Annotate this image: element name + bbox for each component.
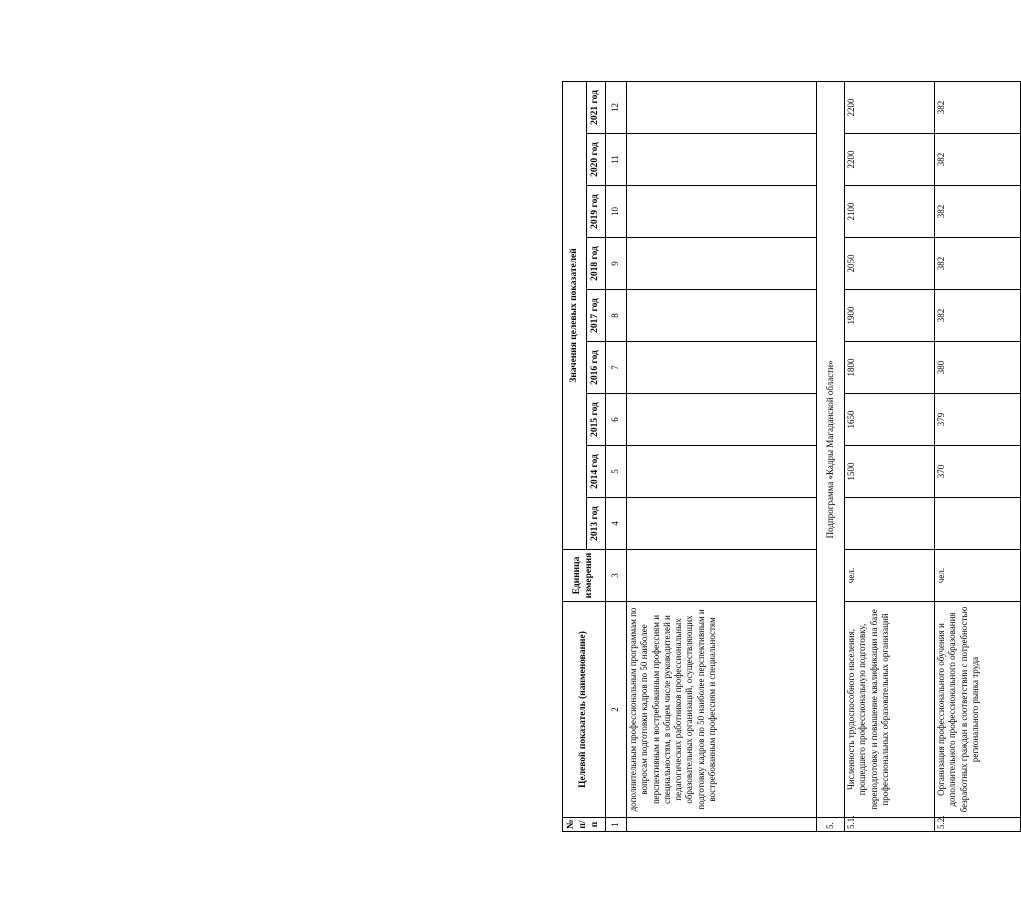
column-number: 5 [606,446,627,498]
value-cell [627,290,817,342]
value-cell [627,81,817,133]
section-number: 5. [817,818,845,832]
row-number: 5.2. [935,818,1021,832]
year-header: 2014 год [587,446,606,498]
year-header: 2013 год [587,498,606,550]
values-group-header: Значения целевых показателей [563,81,587,549]
col-number-header: № п/п [563,818,606,832]
value-cell: 1500 [845,446,935,498]
value-cell [845,498,935,550]
value-cell [627,342,817,394]
column-number: 11 [606,134,627,186]
rotated-content [562,82,1010,832]
column-number: 9 [606,238,627,290]
row-number: 5.1. [845,818,935,832]
value-cell: 2050 [845,238,935,290]
column-number: 10 [606,186,627,238]
value-cell: 2200 [845,134,935,186]
value-cell: 1800 [845,342,935,394]
column-number: 7 [606,342,627,394]
header-row-1 [563,81,587,831]
unit-cell [627,550,817,602]
value-cell: 382 [935,134,1021,186]
value-cell: 1650 [845,394,935,446]
value-cell [627,134,817,186]
column-number: 4 [606,498,627,550]
value-cell: 370 [935,446,1021,498]
value-cell: 380 [935,342,1021,394]
value-cell: 2100 [845,186,935,238]
column-number: 8 [606,290,627,342]
indicator-name: Численность трудоспособного населения, прошедшего профессиональную подготовку, переподготовку и повышение квалификации на базе профессиональных образовательных организаций [845,602,935,818]
value-cell: 1900 [845,290,935,342]
year-header: 2019 год [587,186,606,238]
section-row [817,81,845,831]
table-row [627,81,817,831]
column-number: 12 [606,81,627,133]
year-header: 2018 год [587,238,606,290]
value-cell [627,446,817,498]
value-cell: 382 [935,290,1021,342]
section-title: Подпрограмма «Кадры Магаданской области» [817,81,845,817]
year-header: 2021 год [587,81,606,133]
unit-cell: чел. [935,550,1021,602]
column-number: 2 [606,602,627,818]
indicator-name: Организация профессионального обучения и дополнительного профессионального образования безработных граждан в соответствии с потребностью регионального рынка труда [935,602,1021,818]
value-cell: 379 [935,394,1021,446]
year-header: 2017 год [587,290,606,342]
row-number [627,818,817,832]
value-cell: 382 [935,238,1021,290]
col-unit-header: Единица измерения [563,550,606,602]
value-cell [935,498,1021,550]
col-indicator-header: Целевой показатель (наименование) [563,602,606,818]
year-header: 2020 год [587,134,606,186]
target-indicators-table [562,81,1021,832]
year-header: 2015 год [587,394,606,446]
column-number: 6 [606,394,627,446]
value-cell [627,498,817,550]
column-number: 1 [606,818,627,832]
value-cell [627,238,817,290]
indicator-name: дополнительным профессиональным программам по вопросам подготовки кадров по 50 наиболее перспективным и востребованным профессиям и специальностям, в общем числе руководителей и педагогических работников профессиональных образовательных организаций, осуществляющих подготовку кадров по 50 наиболее перспективным и востребованным профессиям и специальностям [627,602,817,818]
column-number: 3 [606,550,627,602]
value-cell: 382 [935,186,1021,238]
year-header: 2016 год [587,342,606,394]
table-row [845,81,935,831]
value-cell [627,394,817,446]
value-cell: 382 [935,81,1021,133]
value-cell [627,186,817,238]
value-cell: 2200 [845,81,935,133]
column-numbers-row [606,81,627,831]
table-row [935,81,1021,831]
unit-cell: чел. [845,550,935,602]
